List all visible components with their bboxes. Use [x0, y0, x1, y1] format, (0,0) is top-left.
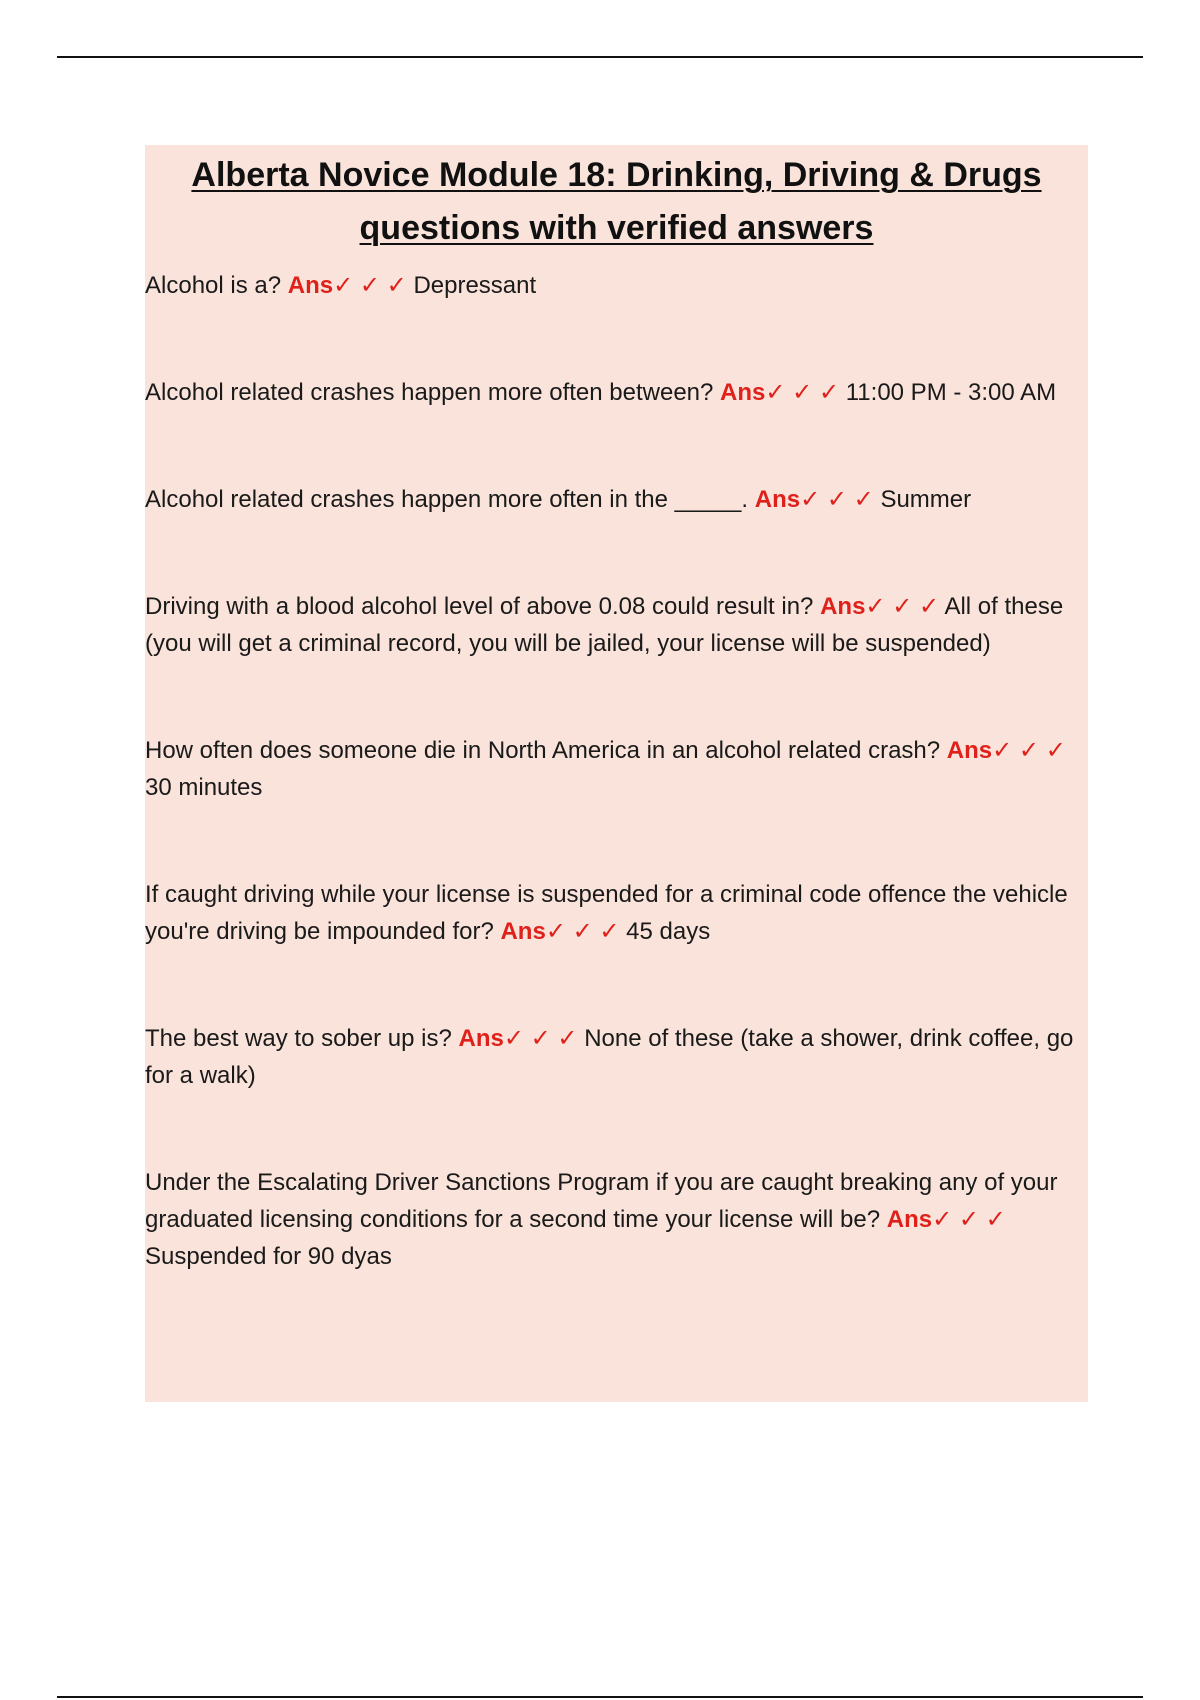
question-text: Alcohol related crashes happen more often in the _____. [145, 486, 749, 513]
question-text: The best way to sober up is? [145, 1025, 452, 1052]
answer-marker: Ans [886, 1206, 933, 1233]
question-text: Alcohol related crashes happen more often between? [145, 379, 714, 406]
qa-item [145, 588, 1088, 662]
answer-text: 30 minutes [145, 774, 263, 801]
answer-text: Depressant [413, 272, 537, 299]
page-top-rule [57, 56, 1143, 58]
document-title: Alberta Novice Module 18: Drinking, Driving & Drugs questions with verified answers [191, 156, 1042, 247]
check-marks-icon: ✓ ✓ ✓ [932, 1206, 1006, 1233]
check-marks-icon: ✓ ✓ ✓ [992, 737, 1066, 764]
check-marks-icon: ✓ ✓ ✓ [545, 918, 620, 945]
qa-item [145, 267, 1088, 304]
question-text: How often does someone die in North America in an alcohol related crash? [145, 737, 941, 764]
answer-marker: Ans [946, 737, 993, 764]
question-text: If caught driving while your license is suspended for a criminal code offence the vehicle you're driving be impounded for? [145, 881, 1068, 945]
answer-marker: Ans [720, 379, 766, 406]
check-marks-icon: ✓ ✓ ✓ [333, 272, 407, 299]
check-marks-icon: ✓ ✓ ✓ [865, 593, 940, 620]
answer-marker: Ans [820, 593, 866, 620]
answer-marker: Ans [500, 918, 546, 945]
check-marks-icon: ✓ ✓ ✓ [800, 486, 874, 513]
qa-item [145, 732, 1088, 806]
answer-text: Summer [880, 486, 972, 513]
check-marks-icon: ✓ ✓ ✓ [765, 379, 840, 406]
answer-text: All of these (you will get a criminal record, you will be jailed, your license will be suspended) [145, 593, 1064, 657]
answer-marker: Ans [458, 1025, 504, 1052]
page-bottom-rule [57, 1696, 1143, 1698]
answer-text: None of these (take a shower, drink coffee, go for a walk) [145, 1025, 1074, 1089]
answer-marker: Ans [287, 272, 334, 299]
qa-item [145, 481, 1088, 518]
check-marks-icon: ✓ ✓ ✓ [503, 1025, 578, 1052]
qa-item [145, 876, 1088, 950]
answer-text: 11:00 PM - 3:00 AM [845, 379, 1057, 406]
question-text: Under the Escalating Driver Sanctions Program if you are caught breaking any of your graduated licensing conditions for a second time your license will be? [145, 1169, 1058, 1233]
qa-item [145, 374, 1088, 411]
question-text: Driving with a blood alcohol level of above 0.08 could result in? [145, 593, 814, 620]
question-text: Alcohol is a? [145, 272, 282, 299]
qa-item [145, 1164, 1088, 1275]
answer-marker: Ans [754, 486, 801, 513]
answer-text: 45 days [626, 918, 711, 945]
qa-list [145, 267, 1088, 1275]
qa-item [145, 1020, 1088, 1094]
qa-panel [145, 145, 1088, 1402]
answer-text: Suspended for 90 dyas [145, 1243, 392, 1270]
